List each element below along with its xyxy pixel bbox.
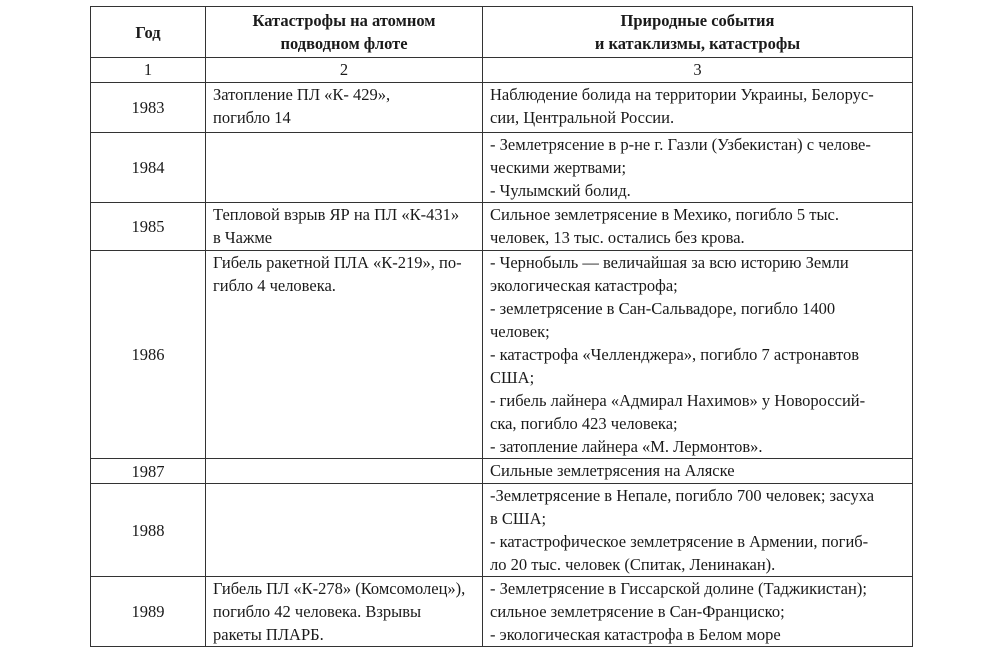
catastrophes-table bbox=[90, 6, 913, 647]
cell-line: - Землетрясение в Гиссарской долине (Таджикистан); bbox=[490, 579, 867, 598]
cell-line: погибло 14 bbox=[213, 108, 291, 127]
year-cell: 1989 bbox=[91, 577, 206, 647]
cell-line: ло 20 тыс. человек (Спитак, Ленинакан). bbox=[490, 555, 776, 574]
year-cell: 1987 bbox=[91, 459, 206, 484]
cell-line: Сильное землетрясение в Мехико, погибло 5 тыс. bbox=[490, 205, 839, 224]
table-row bbox=[91, 83, 913, 133]
cell-line: - землетрясение в Сан-Сальвадоре, погибло 1400 bbox=[490, 299, 836, 318]
nature-cell bbox=[483, 577, 913, 647]
cell-line: - катастрофическое землетрясение в Армении, погиб- bbox=[490, 532, 869, 551]
cell-line: Наблюдение болида на территории Украины, Белорус- bbox=[490, 85, 874, 104]
table-row bbox=[91, 133, 913, 203]
cell-line: в Чажме bbox=[213, 228, 273, 247]
header-line: Природные события bbox=[620, 11, 775, 30]
table-row bbox=[91, 459, 913, 484]
submarine-cell bbox=[206, 133, 483, 203]
header-line: Катастрофы на атомном bbox=[252, 11, 436, 30]
header-row bbox=[91, 7, 913, 58]
cell-line: Гибель ПЛ «К-278» (Комсомолец»), bbox=[213, 579, 466, 598]
submarine-cell bbox=[206, 203, 483, 251]
year-cell: 1984 bbox=[91, 133, 206, 203]
cell-line: ракеты ПЛАРБ. bbox=[213, 625, 324, 644]
cell-line: сильное землетрясение в Сан-Франциско; bbox=[490, 602, 785, 621]
cell-line: - катастрофа «Челленджера», погибло 7 астронавтов bbox=[490, 345, 860, 364]
table-row bbox=[91, 577, 913, 647]
cell-line: Тепловой взрыв ЯР на ПЛ «К-431» bbox=[213, 205, 460, 224]
cell-line: - экологическая катастрофа в Белом море bbox=[490, 625, 781, 644]
column-number: 3 bbox=[483, 58, 913, 83]
cell-line: - гибель лайнера «Адмирал Нахимов» у Новороссий- bbox=[490, 391, 866, 410]
year-cell: 1988 bbox=[91, 484, 206, 577]
cell-line: - Землетрясение в р-не г. Газли (Узбекистан) с челове- bbox=[490, 135, 871, 154]
cell-line: сии, Центральной России. bbox=[490, 108, 675, 127]
header-nature bbox=[483, 7, 913, 58]
submarine-cell bbox=[206, 459, 483, 484]
header-line: подводном флоте bbox=[280, 34, 408, 53]
nature-cell bbox=[483, 133, 913, 203]
year-cell: 1985 bbox=[91, 203, 206, 251]
cell-line: - Чернобыль — величайшая за всю историю Земли bbox=[490, 253, 849, 272]
cell-line: ска, погибло 423 человека; bbox=[490, 414, 678, 433]
column-number: 2 bbox=[206, 58, 483, 83]
nature-cell bbox=[483, 459, 913, 484]
cell-line: погибло 42 человека. Взрывы bbox=[213, 602, 422, 621]
header-year: Год bbox=[91, 7, 206, 58]
nature-cell bbox=[483, 203, 913, 251]
nature-cell bbox=[483, 251, 913, 459]
cell-line: Гибель ракетной ПЛА «К-219», по- bbox=[213, 253, 462, 272]
column-number-row bbox=[91, 58, 913, 83]
submarine-cell bbox=[206, 251, 483, 459]
cell-line: экологическая катастрофа; bbox=[490, 276, 678, 295]
cell-line: - затопление лайнера «М. Лермонтов». bbox=[490, 437, 763, 456]
cell-line: человек; bbox=[490, 322, 550, 341]
cell-line: США; bbox=[490, 368, 535, 387]
cell-line: -Землетрясение в Непале, погибло 700 человек; засуха bbox=[490, 486, 875, 505]
year-cell: 1986 bbox=[91, 251, 206, 459]
submarine-cell bbox=[206, 484, 483, 577]
cell-line: гибло 4 человека. bbox=[213, 276, 336, 295]
cell-line: в США; bbox=[490, 509, 547, 528]
submarine-cell bbox=[206, 83, 483, 133]
nature-cell bbox=[483, 83, 913, 133]
header-line: и катаклизмы, катастрофы bbox=[594, 34, 801, 53]
table-row bbox=[91, 484, 913, 577]
cell-line: ческими жертвами; bbox=[490, 158, 627, 177]
year-cell: 1983 bbox=[91, 83, 206, 133]
cell-line: Затопление ПЛ «К- 429», bbox=[213, 85, 391, 104]
column-number: 1 bbox=[91, 58, 206, 83]
cell-line: Сильные землетрясения на Аляске bbox=[490, 461, 735, 480]
nature-cell bbox=[483, 484, 913, 577]
header-submarine bbox=[206, 7, 483, 58]
table-row bbox=[91, 251, 913, 459]
cell-line: человек, 13 тыс. остались без крова. bbox=[490, 228, 745, 247]
table-row bbox=[91, 203, 913, 251]
submarine-cell bbox=[206, 577, 483, 647]
cell-line: - Чулымский болид. bbox=[490, 181, 631, 200]
